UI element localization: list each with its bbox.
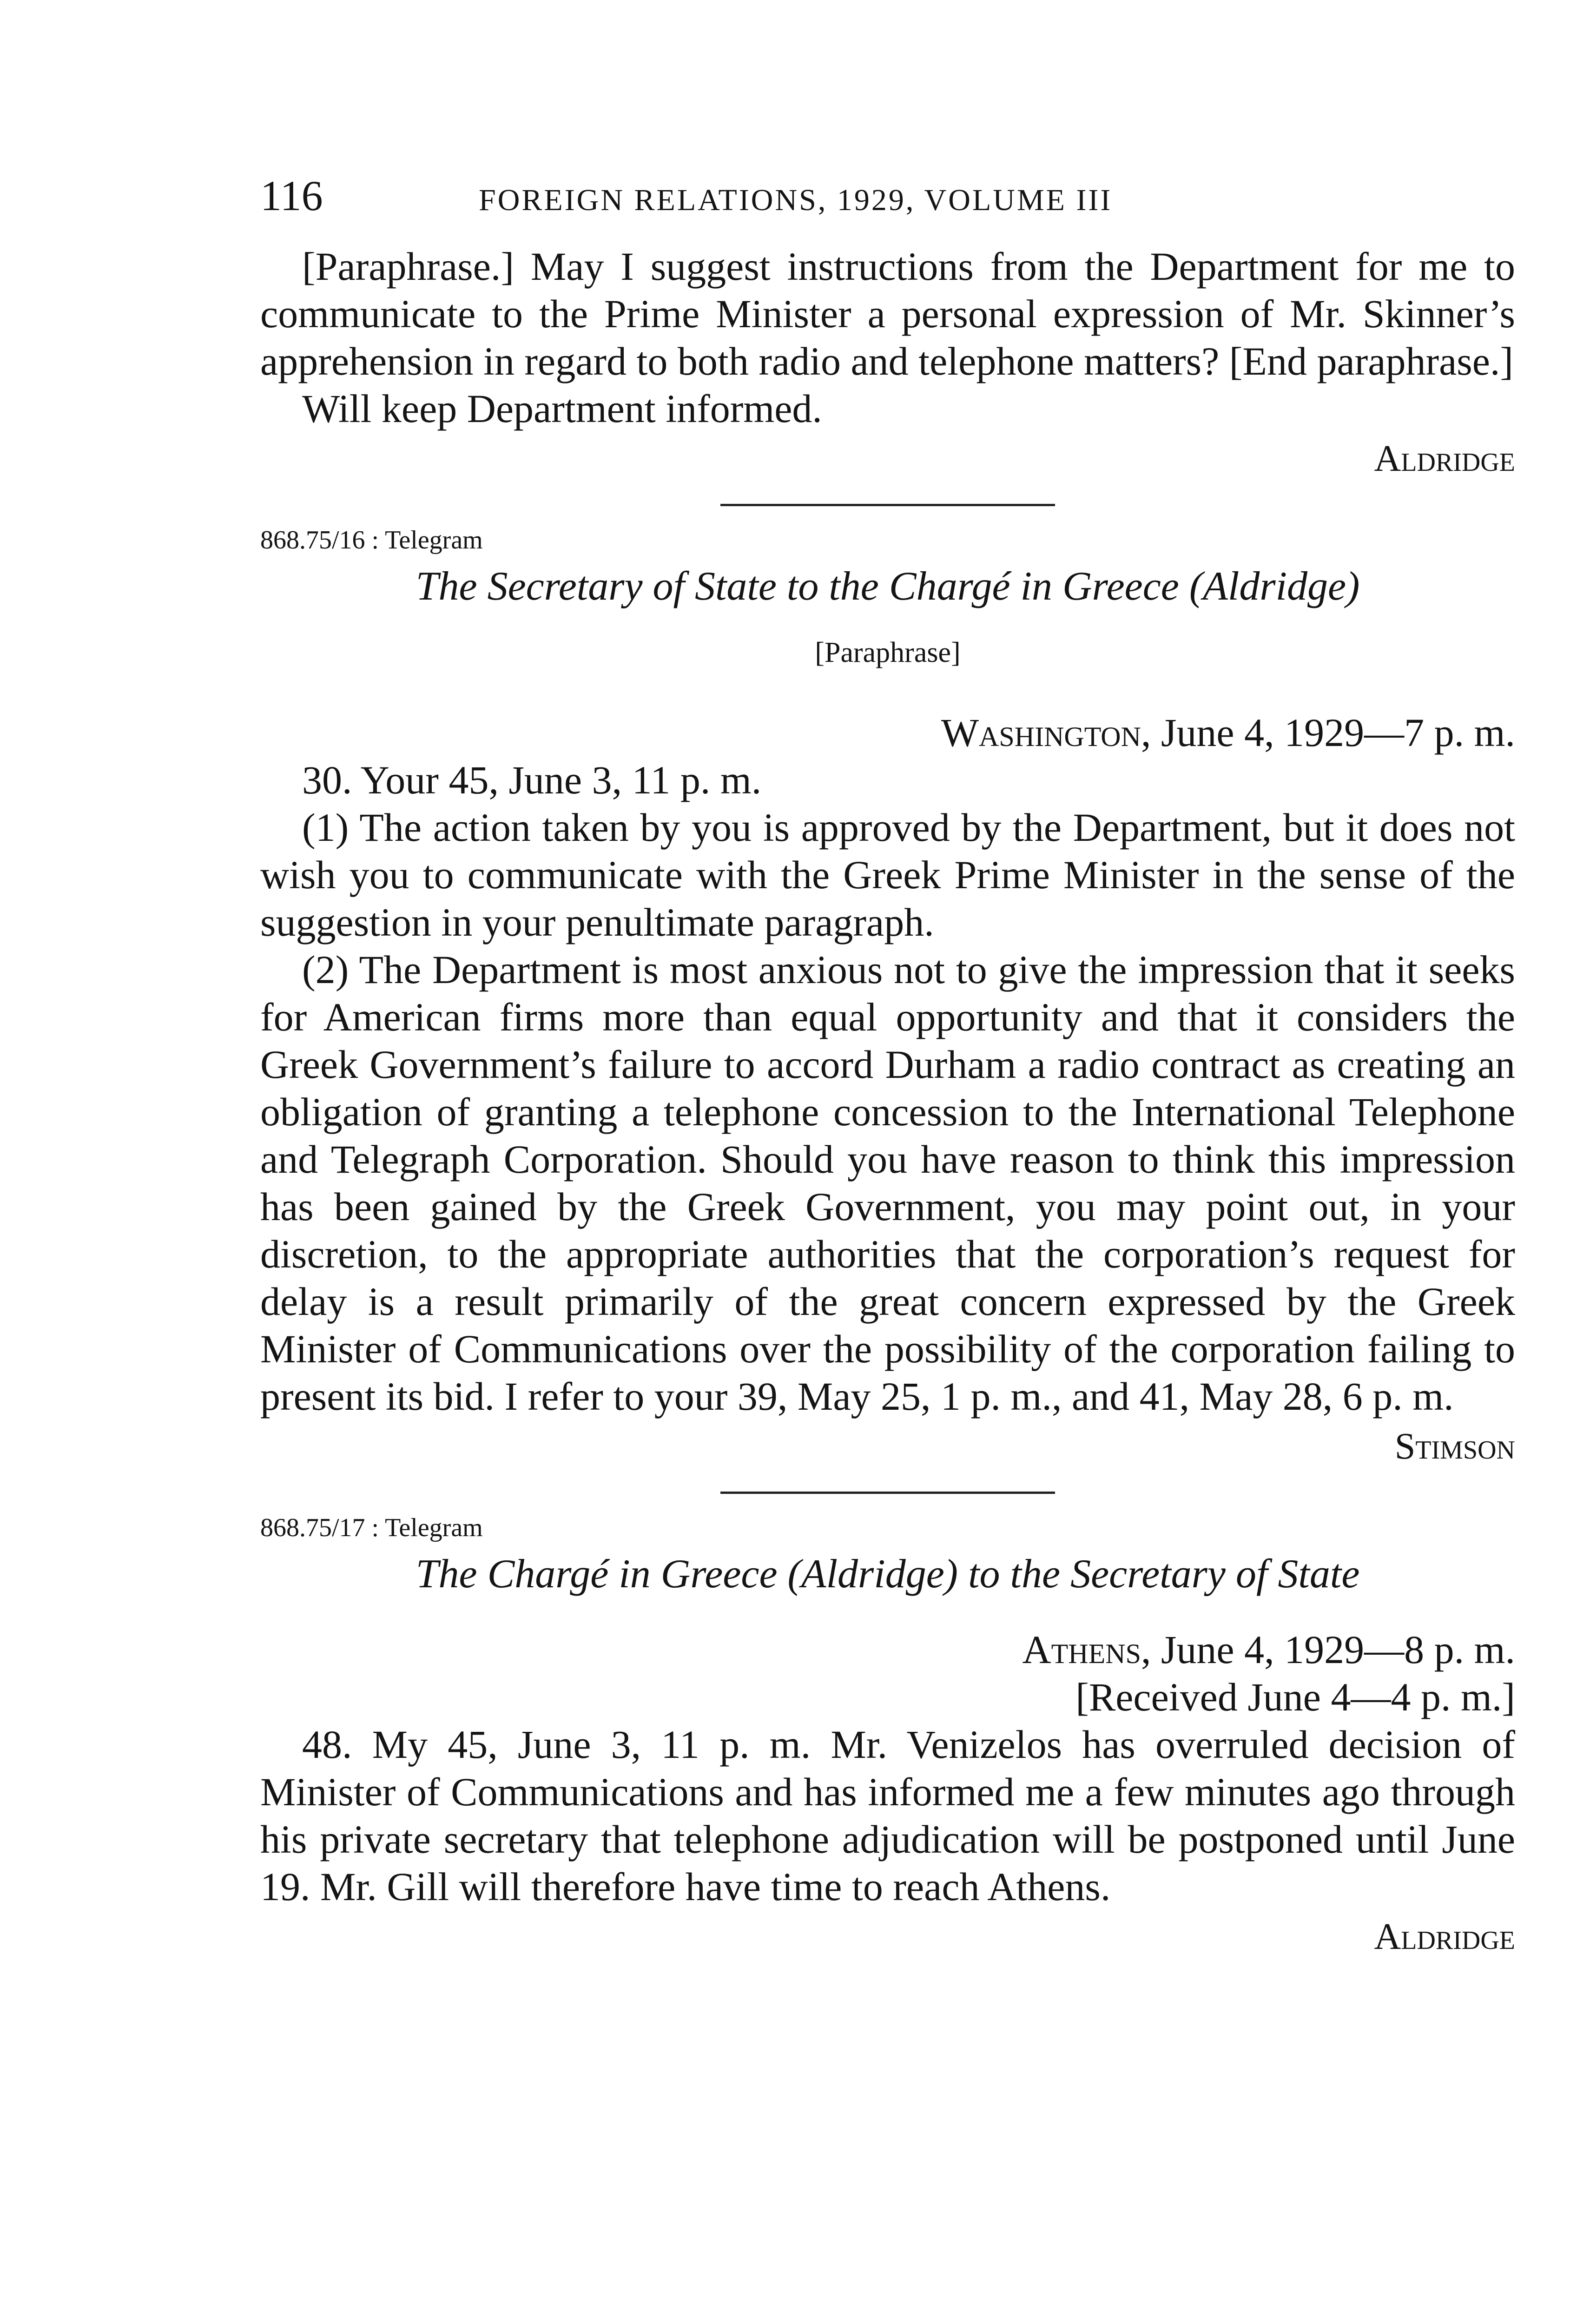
- received-note: [Received June 4—4 p. m.]: [1075, 1675, 1515, 1719]
- running-title: FOREIGN RELATIONS, 1929, VOLUME III: [479, 183, 1113, 217]
- dateline-date: , June 4, 1929—8 p. m.: [1141, 1627, 1515, 1672]
- dateline: [260, 709, 1515, 756]
- paragraph: (2) The Department is most anxious not to give the impression that it seeks for American firms more than equal opportunity and that it considers the Greek Government’s failure to accord Durham a radio contract as creating an obligation of granting a telephone concession to the International Telephone and Telegraph Corporation. Should you have reason to think this impression has been gained by the Greek Government, you may point out, in your discretion, to the appropriate authorities that the corporation’s request for delay is a result primarily of the great concern expressed by the Greek Minister of Communications over the possibility of the corporation failing to present its bid. I refer to your 39, May 25, 1 p. m., and 41, May 28, 6 p. m.: [260, 947, 1515, 1419]
- dateline-date: , June 4, 1929—7 p. m.: [1141, 710, 1515, 755]
- signature: Aldridge: [1374, 1916, 1515, 1957]
- section-divider: [720, 504, 1055, 506]
- paragraph: (1) The action taken by you is approved by the Department, but it does not wish you to communicate with the Greek Prime Minister in the sense of the suggestion in your penultimate paragraph.: [260, 805, 1515, 944]
- document-title: The Chargé in Greece (Aldridge) to the Secretary of State: [416, 1552, 1360, 1597]
- document-title: The Secretary of State to the Chargé in Greece (Aldridge): [416, 564, 1360, 609]
- document-page: [260, 172, 1515, 1961]
- dateline: [260, 1626, 1515, 1673]
- telegram-868-75-16: [260, 524, 1515, 1470]
- dateline-city: Washington: [941, 710, 1141, 755]
- paragraph: 48. My 45, June 3, 11 p. m. Mr. Venizelos has overruled decision of Minister of Communications and has informed me a few minutes ago through his private secretary that telephone adjudication will be postponed until June 19. Mr. Gill will therefore have time to reach Athens.: [260, 1722, 1515, 1909]
- paragraph: Will keep Department informed.: [302, 386, 822, 431]
- telegram-868-75-17: [260, 1512, 1515, 1961]
- file-number: 868.75/17 : Telegram: [260, 1513, 483, 1542]
- paraphrase-label: [Paraphrase]: [815, 637, 961, 668]
- file-number: 868.75/16 : Telegram: [260, 526, 483, 555]
- telegram-continuation: [260, 243, 1515, 482]
- section-divider: [720, 1492, 1055, 1494]
- dateline-city: Athens: [1022, 1627, 1141, 1672]
- page-header: [260, 172, 1515, 224]
- signature: Stimson: [1394, 1426, 1515, 1467]
- signature: Aldridge: [1374, 438, 1515, 479]
- page-number: 116: [260, 172, 323, 219]
- paragraph: 30. Your 45, June 3, 11 p. m.: [302, 758, 762, 802]
- paragraph: [Paraphrase.] May I suggest instructions from the Department for me to communicate to the Prime Minister a personal expression of Mr. Skinner’s apprehension in regard to both radio and telephone matters? [End paraphrase.]: [260, 244, 1515, 383]
